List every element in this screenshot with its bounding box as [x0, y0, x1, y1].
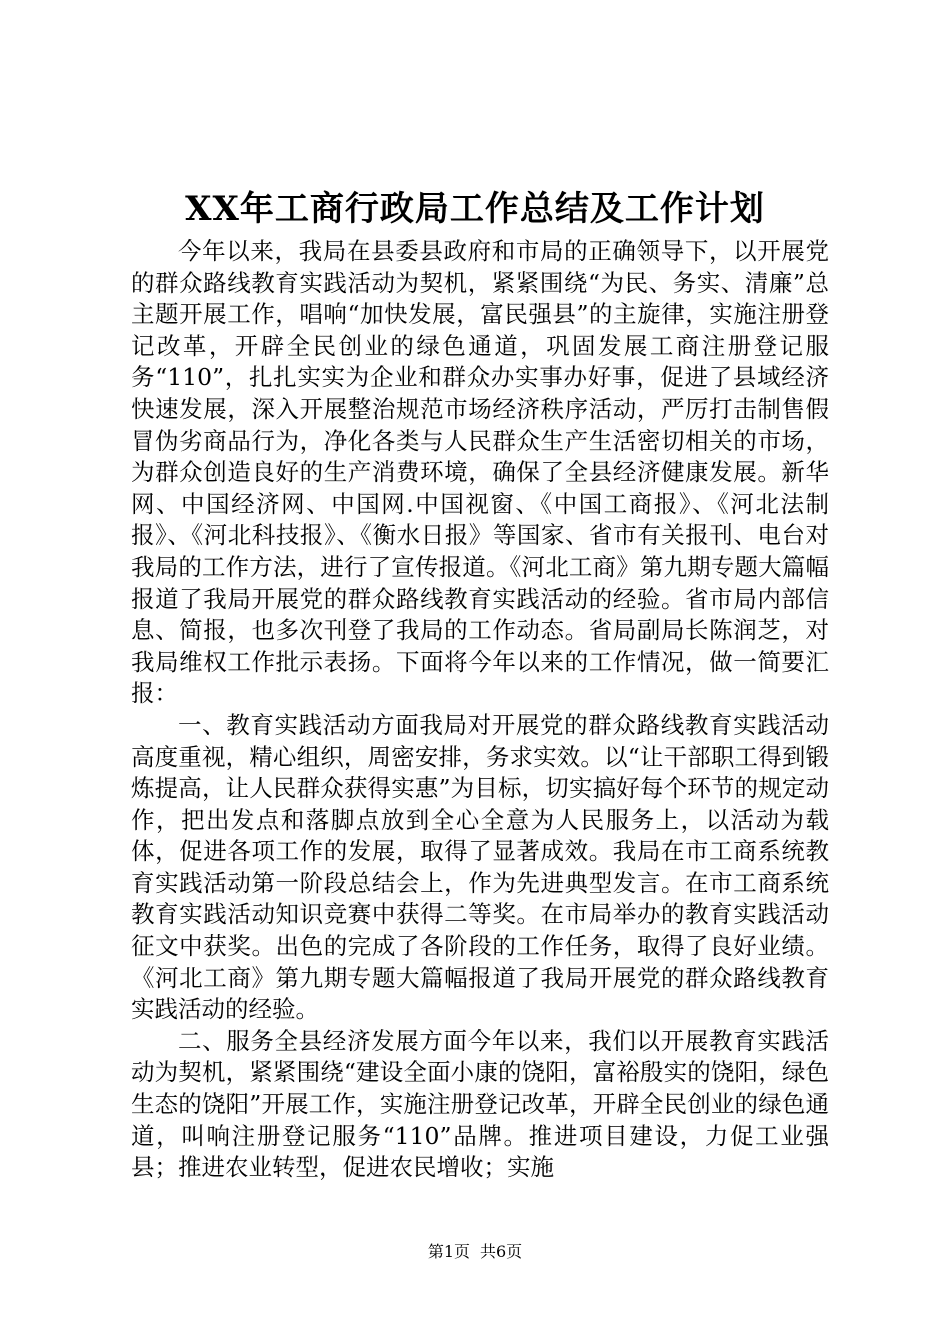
page-footer [0, 1240, 950, 1264]
paragraph-intro: 今年以来，我局在县委县政府和市局的正确领导下，以开展党的群众路线教育实践活动为契机，紧紧围绕“为民、务实、清廉”总主题开展工作，唱响“加快发展，富民强县”的主旋律，实施注册登记改革，开辟全民创业的绿色通道，巩固发展工商注册登记服务“110”，扎扎实实为企业和群众办实事办好事，促进了县域经济快速发展，深入开展整治规范市场经济秩序活动，严厉打击制售假冒伪劣商品行为，净化各类与人民群众生产生活密切相关的市场，为群众创造良好的生产消费环境，确保了全县经济健康发展。新华网、中国经济网、中国网.中国视窗、《中国工商报》、《河北法制报》、《河北科技报》、《衡水日报》等国家、省市有关报刊、电台对我局的工作方法，进行了宣传报道。《河北工商》第九期专题大篇幅报道了我局开展党的群众路线教育实践活动的经验。省市局内部信息、简报，也多次刊登了我局的工作动态。省局副局长陈润芝，对我局维权工作批示表扬。下面将今年以来的工作情况，做一简要汇报： [131, 237, 829, 708]
paragraph-section-2: 二、服务全县经济发展方面今年以来，我们以开展教育实践活动为契机，紧紧围绕“建设全面小康的饶阳，富裕殷实的饶阳，绿色生态的饶阳”开展工作，实施注册登记改革，开辟全民创业的绿色通道，叫响注册登记服务“110”品牌。推进项目建设，力促工业强县；推进农业转型，促进农民增收；实施 [131, 1026, 829, 1182]
paragraph-section-1: 一、教育实践活动方面我局对开展党的群众路线教育实践活动高度重视，精心组织，周密安排，务求实效。以“让干部职工得到锻炼提高，让人民群众获得实惠”为目标，切实搞好每个环节的规定动作，把出发点和落脚点放到全心全意为人民服务上，以活动为载体，促进各项工作的发展，取得了显著成效。我局在市工商系统教育实践活动第一阶段总结会上，作为先进典型发言。在市工商系统教育实践活动知识竞赛中获得二等奖。在市局举办的教育实践活动征文中获奖。出色的完成了各阶段的工作任务，取得了良好业绩。《河北工商》第九期专题大篇幅报道了我局开展党的群众路线教育实践活动的经验。 [131, 710, 829, 1024]
document-body [131, 236, 829, 1184]
page-total: 共6页 [480, 1242, 523, 1261]
page-number: 第1页 [427, 1242, 470, 1261]
document-title: XX年工商行政局工作总结及工作计划 [185, 189, 765, 229]
